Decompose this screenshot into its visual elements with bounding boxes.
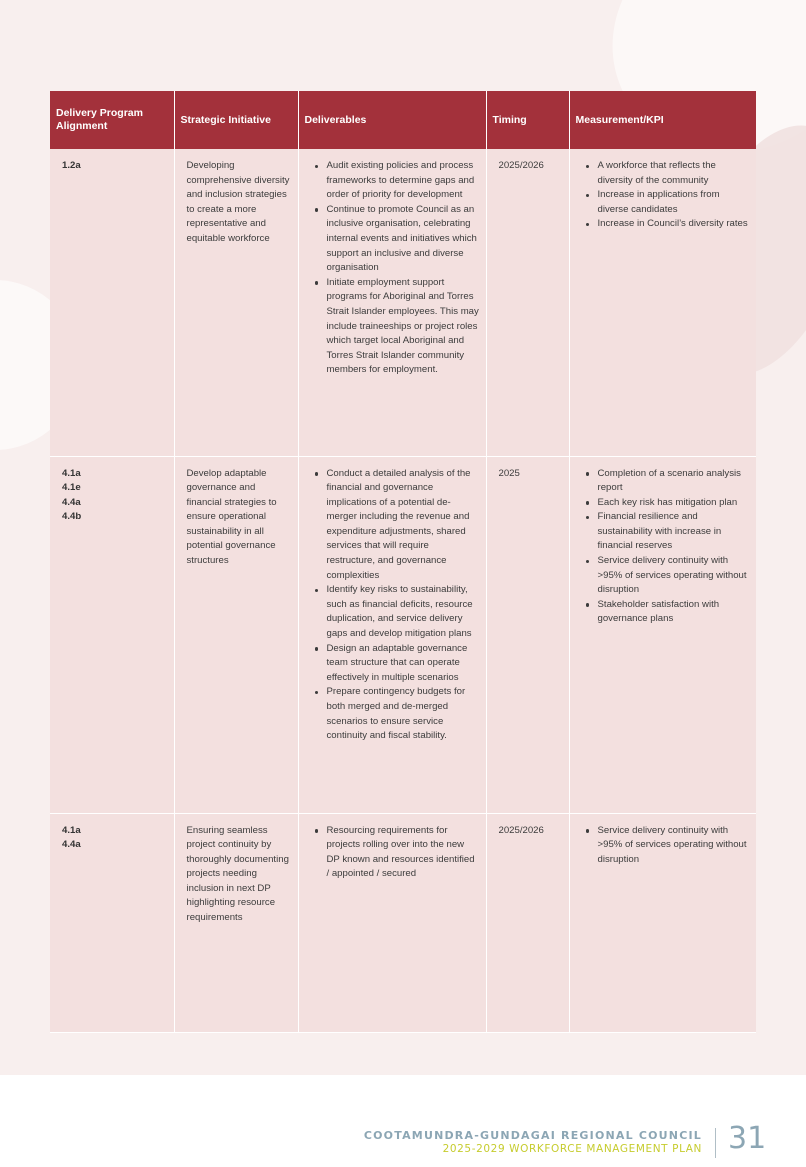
header-delivery-program-alignment: Delivery Program Alignment (50, 91, 174, 149)
header-deliverables: Deliverables (298, 91, 486, 149)
strategic-initiative: Develop adaptable governance and financial strategies to ensure operational sustainability in all potential governance structures (174, 456, 298, 813)
timing: 2025/2026 (486, 149, 569, 456)
program-code: 4.4a (62, 496, 81, 508)
timing: 2025 (486, 456, 569, 813)
kpi-item: Increase in applications from diverse candidates (593, 188, 751, 217)
kpi-item: Service delivery continuity with >95% of services operating without disruption (593, 824, 751, 868)
workforce-plan-table (50, 91, 756, 1033)
kpi-item: Stakeholder satisfaction with governance plans (593, 598, 751, 627)
council-logo (364, 1129, 702, 1156)
program-code: 4.4b (62, 511, 82, 523)
table-row (50, 456, 756, 813)
header-strategic-initiative: Strategic Initiative (174, 91, 298, 149)
program-code: 4.1a (62, 824, 81, 836)
deliverable-item: Continue to promote Council as an inclusive organisation, celebrating internal events and initiatives which support an inclusive and diverse organisation (322, 203, 480, 276)
deliverable-item: Design an adaptable governance team structure that can operate effectively in multiple scenarios (322, 642, 480, 686)
deliverables-cell (298, 149, 486, 456)
table-row (50, 813, 756, 1032)
program-code: 1.2a (62, 160, 81, 171)
strategic-initiative: Developing comprehensive diversity and inclusion strategies to create a more representative and equitable workforce (174, 149, 298, 456)
delivery-program-codes (50, 149, 174, 456)
deliverable-item: Identify key risks to sustainability, such as financial deficits, resource duplication, and service delivery gaps and develop mitigation plans (322, 583, 480, 641)
delivery-program-codes (50, 813, 174, 1032)
deliverable-item: Initiate employment support programs for Aboriginal and Torres Strait Islander employees. This may include traineeships or project roles which target local Aboriginal and Torres Strait Islander community members for employment. (322, 276, 480, 378)
deliverable-item: Prepare contingency budgets for both merged and de-merged scenarios to ensure service continuity and fiscal stability. (322, 685, 480, 743)
delivery-program-codes (50, 456, 174, 813)
deliverable-item: Resourcing requirements for projects rolling over into the new DP known and resources identified / appointed / secured (322, 824, 480, 882)
kpi-item: Service delivery continuity with >95% of services operating without disruption (593, 554, 751, 598)
kpi-cell (569, 456, 756, 813)
program-code: 4.1e (62, 482, 81, 494)
council-name: COOTAMUNDRA-GUNDAGAI REGIONAL COUNCIL (363, 1129, 702, 1142)
footer-divider (715, 1128, 716, 1158)
table-header-row (50, 91, 756, 149)
page-number: 31 (728, 1121, 767, 1156)
timing: 2025/2026 (486, 813, 569, 1032)
kpi-cell (569, 149, 756, 456)
program-code: 4.1a (62, 467, 81, 479)
kpi-item: Each key risk has mitigation plan (593, 496, 751, 511)
table-row (50, 149, 756, 456)
deliverable-item: Conduct a detailed analysis of the financial and governance implications of a potential de-merger including the revenue and expenditure adjustments, shared services that will require restructure, and governance complexities (322, 467, 480, 584)
kpi-item: Financial resilience and sustainability with increase in financial reserves (593, 510, 751, 554)
plan-title: 2025-2029 WORKFORCE MANAGEMENT PLAN (442, 1143, 702, 1155)
deliverables-cell (298, 813, 486, 1032)
kpi-item: Increase in Council’s diversity rates (593, 217, 751, 232)
kpi-item: A workforce that reflects the diversity of the community (593, 159, 751, 188)
program-code: 4.4a (62, 839, 81, 851)
strategic-initiative: Ensuring seamless project continuity by thoroughly documenting projects needing inclusion in next DP highlighting resource requirements (174, 813, 298, 1032)
deliverables-cell (298, 456, 486, 813)
deliverable-item: Audit existing policies and process frameworks to determine gaps and order of priority for development (322, 159, 480, 203)
header-measurement-kpi: Measurement/KPI (569, 91, 756, 149)
header-timing: Timing (486, 91, 569, 149)
kpi-cell (569, 813, 756, 1032)
kpi-item: Completion of a scenario analysis report (593, 467, 751, 496)
